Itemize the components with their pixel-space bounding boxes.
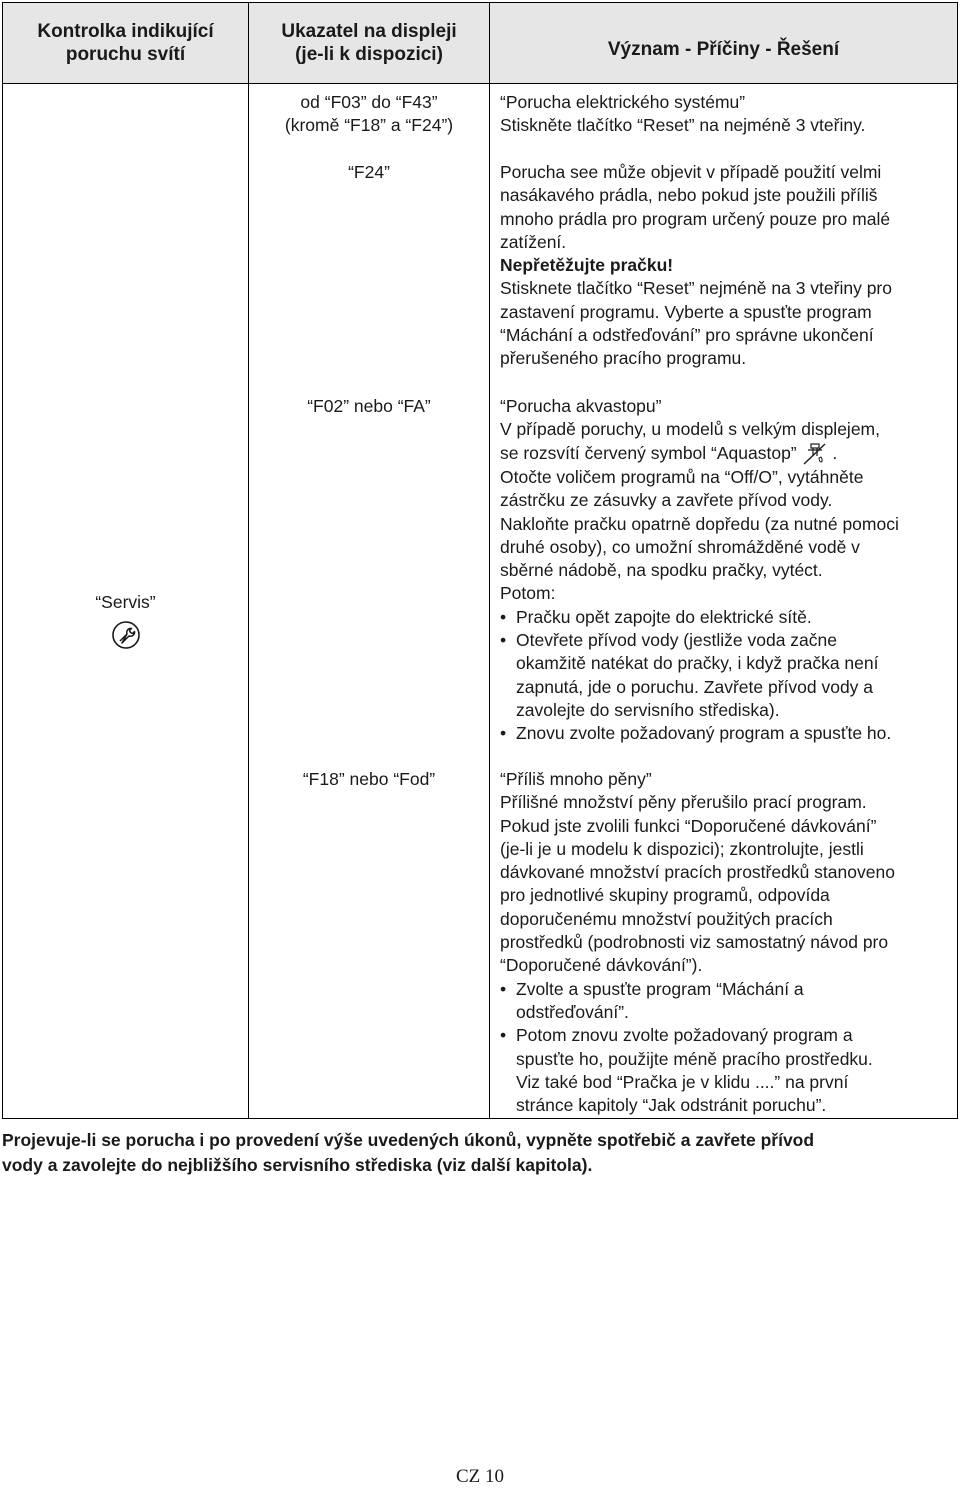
fault-table xyxy=(2,2,958,1119)
footer-note xyxy=(2,1128,942,1178)
footer-line: Projevuje-li se porucha i po provedení výše uvedených úkonů, vypněte spotřebič a zavřete přívod xyxy=(2,1130,815,1150)
desc-line: “Máchání a odstřeďování” pro správne ukončení xyxy=(500,325,874,346)
desc-line: dávkované množství pracích prostředků stanoveno xyxy=(500,862,895,883)
desc-line: “Příliš mnoho pěny” xyxy=(500,769,652,789)
bullet-line: Viz také bod “Pračka je v klidu ....” na první xyxy=(516,1071,849,1092)
desc-row-1 xyxy=(500,91,950,138)
code-line: “F02” nebo “FA” xyxy=(307,396,431,416)
desc-line: nasákavého prádla, nebo pokud jste použili příliš xyxy=(500,185,878,206)
desc-row-3 xyxy=(500,395,950,746)
warning-text: Nepřetěžujte pračku! xyxy=(500,255,674,276)
desc-line: Nakloňte pračku opatrně dopředu (za nutné pomoci xyxy=(500,513,899,534)
list-item xyxy=(500,978,950,1025)
header-col-indicator xyxy=(3,3,248,83)
list-item xyxy=(500,629,950,722)
list-item xyxy=(500,722,950,745)
bullet-list xyxy=(500,606,950,746)
code-line: “F24” xyxy=(348,162,390,182)
header-col1-line2: poruchu svítí xyxy=(65,44,186,65)
desc-line: “Porucha akvastopu” xyxy=(500,396,662,416)
desc-line: přerušeného pracího programu. xyxy=(500,348,747,369)
header-col-meaning xyxy=(490,3,957,89)
code-line: “F18” nebo “Fod” xyxy=(302,769,436,789)
desc-line: Přílišné množství pěny přerušilo prací program. xyxy=(500,792,867,813)
aquastop-line: se rozsvítí červený symbol “Aquastop” . xyxy=(500,442,838,463)
desc-line: Pokud jste zvolili funkci “Doporučené dávkování” xyxy=(500,815,877,836)
desc-line: doporučenému množství použitých pracích xyxy=(500,908,833,929)
bullet-list xyxy=(500,978,950,1118)
desc-line: Porucha see může objevit v případě použití velmi xyxy=(500,162,882,182)
desc-line: (je-li je u modelu k dispozici); zkontrolujte, jestli xyxy=(500,838,864,859)
desc-line: sběrné nádobě, na spodku pračky, vytéct. xyxy=(500,560,823,581)
code-row-4 xyxy=(249,768,489,791)
desc-line: Stiskněte tlačítko “Reset” na nejméně 3 vteřiny. xyxy=(500,115,866,136)
header-col-display xyxy=(249,3,489,83)
list-item xyxy=(500,606,950,629)
aquastop-icon xyxy=(802,443,833,463)
desc-line: “Porucha elektrického systému” xyxy=(500,92,746,112)
header-col1-line1: Kontrolka indikující xyxy=(37,21,214,42)
bullet-line: • Zvolte a spusťte program “Máchání a xyxy=(516,978,804,999)
bullet-line: • Znovu zvolte požadovaný program a spusťte ho. xyxy=(516,723,892,744)
desc-line: V případě poruchy, u modelů s velkým displejem, xyxy=(500,419,880,440)
bullet-line: spusťte ho, použijte méně pracího prostředku. xyxy=(516,1048,873,1069)
desc-line: Otočte voličem programů na “Off/O”, vytáhněte xyxy=(500,466,864,487)
bullet-line: • Pračku opět zapojte do elektrické sítě. xyxy=(516,606,812,627)
desc-line: Stisknete tlačítko “Reset” nejméně na 3 vteřiny pro xyxy=(500,278,892,299)
desc-line: zatížení. xyxy=(500,231,567,252)
bullet-line: • Otevřete přívod vody (jestliže voda začne xyxy=(516,630,837,651)
desc-line: druhé osoby), co umožní shromážděné vodě v xyxy=(500,536,860,557)
code-row-2 xyxy=(249,161,489,184)
desc-line: zástrčku ze zásuvky a zavřete přívod vody. xyxy=(500,490,833,511)
desc-line: zastavení programu. Vyberte a spusťte program xyxy=(500,301,872,322)
aquastop-text: se rozsvítí červený symbol “Aquastop” xyxy=(500,442,797,463)
wrench-service-icon xyxy=(3,620,248,650)
code-row-3 xyxy=(249,395,489,418)
bullet-line: okamžitě natékat do pračky, i když pračka není xyxy=(516,653,879,674)
bullet-line: stránce kapitoly “Jak odstránit poruchu”. xyxy=(516,1095,827,1116)
desc-line: prostředků (podrobnosti viz samostatný návod pro xyxy=(500,932,889,953)
code-line: od “F03” do “F43” xyxy=(300,92,438,112)
desc-row-4 xyxy=(500,768,950,1117)
code-row-1 xyxy=(249,91,489,138)
desc-line: mnoho prádla pro program určený pouze pro malé xyxy=(500,208,891,229)
header-col2-line1: Ukazatel na displeji xyxy=(281,21,457,42)
page-number: CZ 10 xyxy=(455,1466,505,1487)
desc-line: “Doporučené dávkování”). xyxy=(500,955,703,976)
desc-line: Potom: xyxy=(500,583,556,604)
servis-label: “Servis” xyxy=(95,592,156,612)
bullet-line: odstřeďování”. xyxy=(516,1001,629,1022)
code-line: (kromě “F18” a “F24”) xyxy=(284,115,454,136)
desc-line: pro jednotlivé skupiny programů, odpovída xyxy=(500,885,830,906)
header-col3-text: Význam - Příčiny - Řešení xyxy=(607,38,840,60)
servis-cell xyxy=(3,591,248,650)
bullet-line: zavolejte do servisního střediska). xyxy=(516,699,780,720)
bullet-line: zapnutá, jde o poruchu. Zavřete přívod vody a xyxy=(516,676,874,697)
footer-line: vody a zavolejte do nejbližšího servisního střediska (viz další kapitola). xyxy=(2,1155,593,1175)
list-item xyxy=(500,1024,950,1117)
column-divider-2 xyxy=(489,3,490,1118)
bullet-line: • Potom znovu zvolte požadovaný program a xyxy=(516,1025,853,1046)
desc-row-2 xyxy=(500,161,950,371)
header-col2-line2: (je-li k dispozici) xyxy=(295,44,443,65)
